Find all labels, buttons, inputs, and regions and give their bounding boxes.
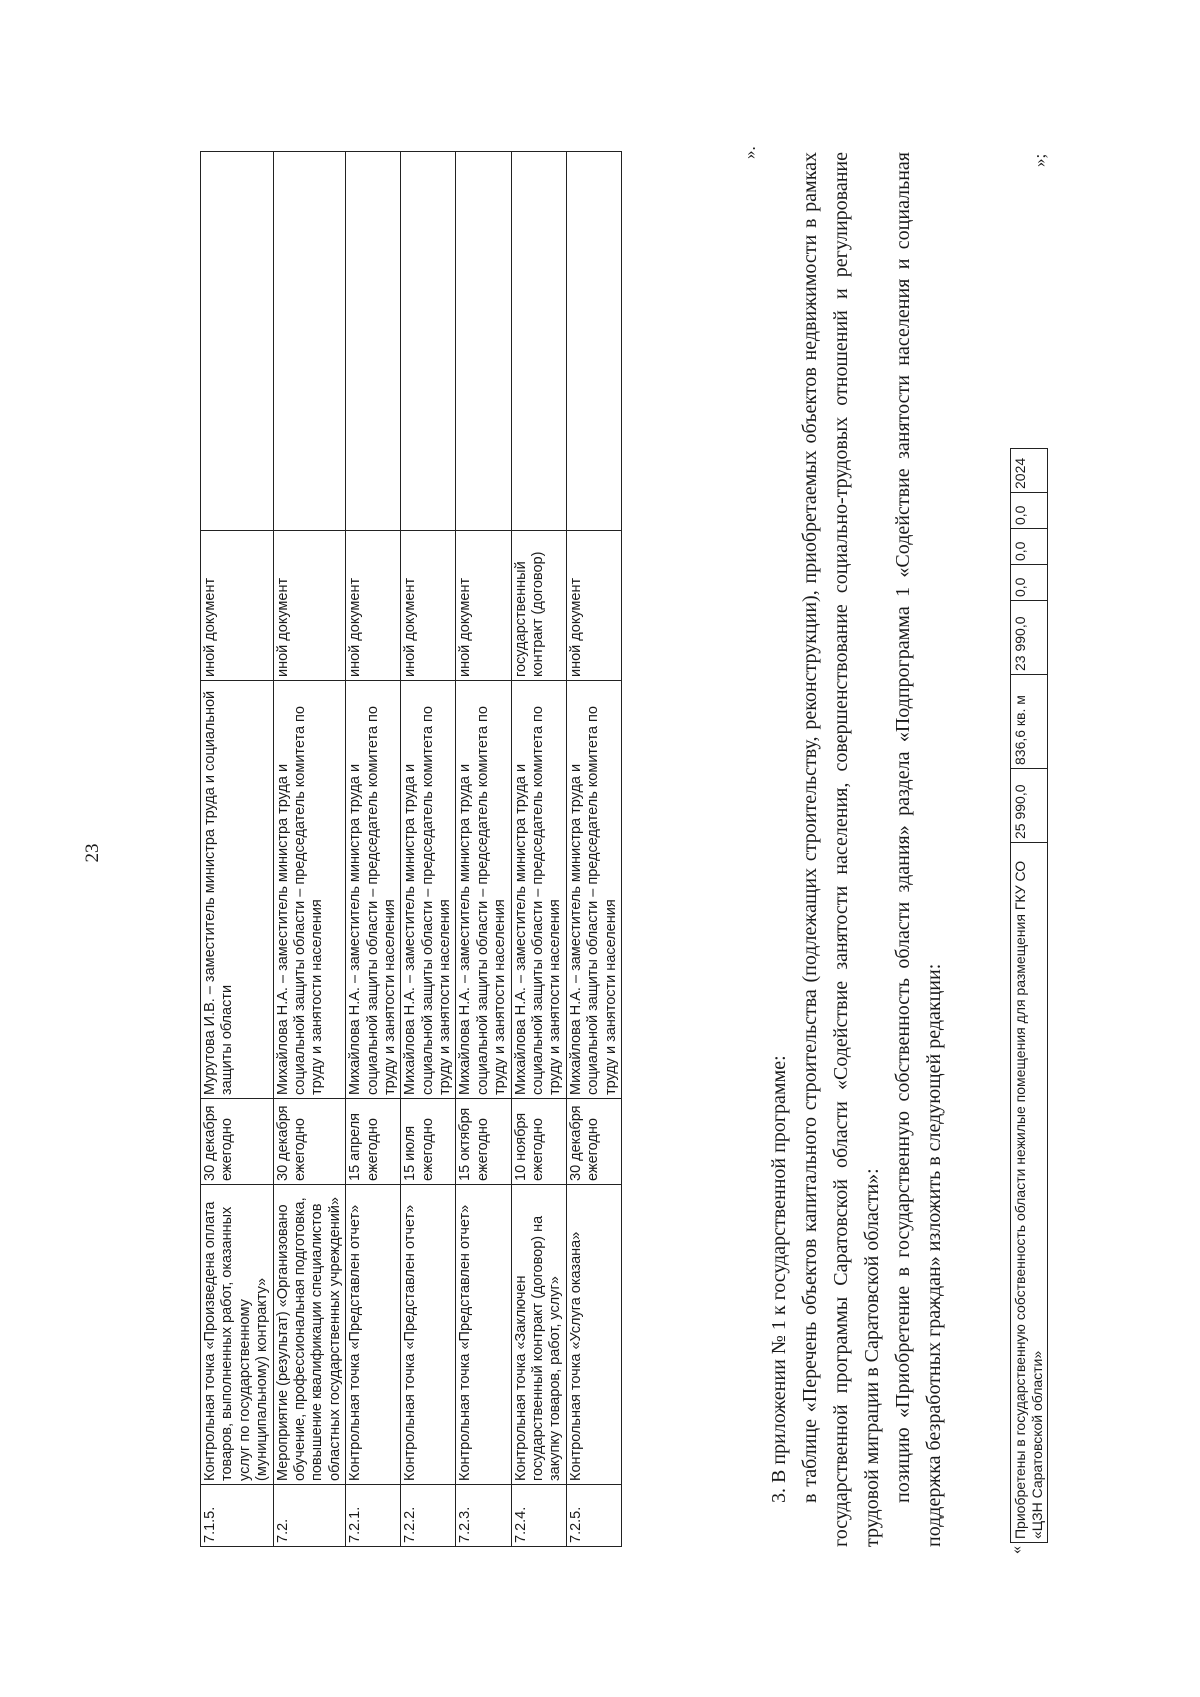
- row-extra-cell: [201, 152, 274, 531]
- section-text: [764, 152, 950, 1547]
- row-deadline: 30 декабря ежегодно: [273, 1099, 346, 1185]
- control-points-table: [200, 151, 622, 1547]
- row-document-type: иной документ: [456, 531, 511, 681]
- row-extra-cell: [273, 152, 346, 531]
- row-title: Контрольная точка «Заключен государственный контракт (договор) на закупку товаров, работ, услуг»: [511, 1185, 566, 1485]
- row-number: 7.2.1.: [346, 1485, 401, 1547]
- row-deadline: 15 апреля ежегодно: [346, 1099, 401, 1185]
- row-title: Контрольная точка «Услуга оказана»: [566, 1185, 621, 1485]
- row-responsible: Михайлова Н.А. – заместитель министра труда и социальной защиты области – председатель комитета по труду и занятости населения: [273, 681, 346, 1099]
- row-deadline: 30 декабря ежегодно: [201, 1099, 274, 1185]
- row-responsible: Михайлова Н.А. – заместитель министра труда и социальной защиты области – председатель комитета по труду и занятости населения: [456, 681, 511, 1099]
- section-heading: 3. В приложении № 1 к государственной программе:: [768, 1055, 790, 1503]
- row-responsible: Михайлова Н.А. – заместитель министра труда и социальной защиты области – председатель комитета по труду и занятости населения: [511, 681, 566, 1099]
- row-extra-cell: [346, 152, 401, 531]
- row-number: 7.2.2.: [401, 1485, 456, 1547]
- table-row: [566, 152, 621, 1547]
- row-deadline: 15 октября ежегодно: [456, 1099, 511, 1185]
- closing-quote-mark: ».: [740, 146, 759, 159]
- row-document-type: иной документ: [401, 531, 456, 681]
- row-responsible: Михайлова Н.А. – заместитель министра труда и социальной защиты области – председатель комитета по труду и занятости населения: [401, 681, 456, 1099]
- row-deadline: 15 июля ежегодно: [401, 1099, 456, 1185]
- row-responsible: Мурутова И.В. – заместитель министра труда и социальной защиты области: [201, 681, 274, 1099]
- row-number: 7.2.: [273, 1485, 346, 1547]
- row-title: Контрольная точка «Представлен отчет»: [456, 1185, 511, 1485]
- section-paragraph-2: позицию «Приобретение в государственную собственность области здания» раздела «Подпрограмма 1 «Содействие занятости населения и социальная поддержка безработных граждан» изложить в следующей редакции:: [892, 152, 945, 1547]
- row-number: 7.2.5.: [566, 1485, 621, 1547]
- row-document-type: иной документ: [201, 531, 274, 681]
- row-extra-cell: [401, 152, 456, 531]
- row-responsible: Михайлова Н.А. – заместитель министра труда и социальной защиты области – председатель комитета по труду и занятости населения: [346, 681, 401, 1099]
- row-title: Контрольная точка «Представлен отчет»: [346, 1185, 401, 1485]
- position-row: [1011, 449, 1048, 1543]
- row-extra-cell: [566, 152, 621, 531]
- row-document-type: иной документ: [346, 531, 401, 681]
- position-value: 0,0: [1011, 529, 1048, 565]
- position-area: 836,6 кв. м: [1011, 675, 1048, 769]
- row-title: Мероприятие (результат) «Организовано обучение, профессиональная подготовка, повышение квалификации специалистов областных государственных учреждений»: [273, 1185, 346, 1485]
- row-document-type: государственный контракт (договор): [511, 531, 566, 681]
- position-table: [1010, 448, 1048, 1543]
- row-number: 7.1.5.: [201, 1485, 274, 1547]
- opening-quote-mark: «: [1008, 1546, 1025, 1554]
- row-deadline: 10 ноября ежегодно: [511, 1099, 566, 1185]
- position-cost: 25 990,0: [1011, 769, 1048, 843]
- table-row: [201, 152, 274, 1547]
- page-number: 23: [82, 843, 103, 863]
- position-name: Приобретены в государственную собственность области нежилые помещения для размещения ГКУ СО «ЦЗН Саратовской области»: [1011, 843, 1048, 1543]
- table-row: [401, 152, 456, 1547]
- position-value: 0,0: [1011, 565, 1048, 601]
- table-row: [511, 152, 566, 1547]
- row-document-type: иной документ: [273, 531, 346, 681]
- section-paragraph-1: в таблице «Перечень объектов капитального строительства (подлежащих строительству, реконструкции), приобретаемых объектов недвижимости в рамках государственной программы Саратовской области «Содействие занятости населения, совершенствование социально-трудовых отношений и регулирование трудовой миграции в Саратовской области»:: [799, 152, 883, 1547]
- position-value: 23 990,0: [1011, 601, 1048, 675]
- row-number: 7.2.4.: [511, 1485, 566, 1547]
- row-number: 7.2.3.: [456, 1485, 511, 1547]
- table-row: [456, 152, 511, 1547]
- row-title: Контрольная точка «Произведена оплата товаров, выполненных работ, оказанных услуг по государственному (муниципальному) контракту»: [201, 1185, 274, 1485]
- row-responsible: Михайлова Н.А. – заместитель министра труда и социальной защиты области – председатель комитета по труду и занятости населения: [566, 681, 621, 1099]
- table-row: [273, 152, 346, 1547]
- row-document-type: иной документ: [566, 531, 621, 681]
- row-title: Контрольная точка «Представлен отчет»: [401, 1185, 456, 1485]
- position-value: 0,0: [1011, 493, 1048, 529]
- table-row: [346, 152, 401, 1547]
- position-year: 2024: [1011, 449, 1048, 493]
- closing-quote-mark: »;: [1030, 153, 1049, 167]
- row-extra-cell: [511, 152, 566, 531]
- row-extra-cell: [456, 152, 511, 531]
- row-deadline: 30 декабря ежегодно: [566, 1099, 621, 1185]
